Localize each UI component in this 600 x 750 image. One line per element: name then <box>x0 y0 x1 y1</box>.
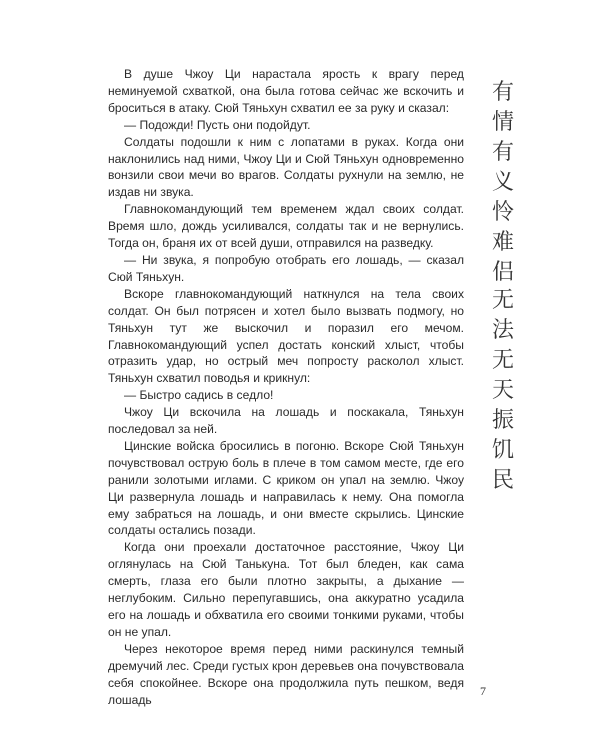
paragraph: Цинские войска бросились в погоню. Вскоре Сюй Тяньхун почувствовал острую боль в плече в том самом месте, где его ранили золотыми иглами. С криком он упал на землю. Чжоу Ци развернула лошадь и направилась к нему. Она помогла ему забраться на лошадь, и они вместе скрылись. Цинские солдаты остались позади. <box>108 438 464 538</box>
paragraph: Вскоре главнокомандующий наткнулся на тела своих солдат. Он был потрясен и хотел было вызвать подмогу, но Тяньхун тут же выскочил и поразил его мечом. Главнокомандующий успел достать конский хлыст, чтобы отразить удар, но острый меч попросту расколол хлыст. Тяньхун схватил поводья и крикнул: <box>108 286 464 386</box>
paragraph: Солдаты подошли к ним с лопатами в руках. Когда они наклонились над ними, Чжоу Ци и Сюй Тяньхун одновременно вонзили свои мечи во врагов. Солдаты рухнули на землю, не издав ни звука. <box>108 134 464 200</box>
body-text <box>108 66 464 708</box>
chapter-title-vertical-2: 无法无天振饥民 <box>491 288 514 493</box>
paragraph: — Подожди! Пусть они подойдут. <box>124 117 311 132</box>
chapter-title-vertical-1: 有情有义怜难侣 <box>491 80 514 285</box>
paragraph: Главнокомандующий тем временем ждал своих солдат. Время шло, дождь усиливался, солдаты так и не вернулись. Тогда он, браня их от всей души, отправился на разведку. <box>108 202 464 251</box>
paragraph: Чжоу Ци вскочила на лошадь и поскакала, Тяньхун последовал за ней. <box>108 405 464 437</box>
paragraph: Через некоторое время перед ними раскинулся темный дремучий лес. Среди густых крон деревьев она почувствовала себя спокойнее. Вскоре она продолжила путь пешком, ведя лошадь <box>108 641 464 707</box>
paragraph: В душе Чжоу Ци нарастала ярость к врагу перед неминуемой схваткой, она была готова сейчас же вскочить и броситься в атаку. Сюй Тяньхун схватил ее за руку и сказал: <box>108 67 464 115</box>
paragraph: Когда они проехали достаточное расстояние, Чжоу Ци оглянулась на Сюй Танькуна. Тот был бледен, как сама смерть, глаза его были плотно закрыты, а дыхание — неглубоким. Сильно перепугавшись, она аккуратно усадила его на лошадь и обхватила его своими тонкими руками, чтобы он не упал. <box>108 540 464 639</box>
page-number: 7 <box>480 684 486 698</box>
paragraph: — Ни звука, я попробую отобрать его лошадь, — сказал Сюй Тяньхун. <box>108 252 464 284</box>
paragraph: — Быстро садись в седло! <box>124 388 274 403</box>
